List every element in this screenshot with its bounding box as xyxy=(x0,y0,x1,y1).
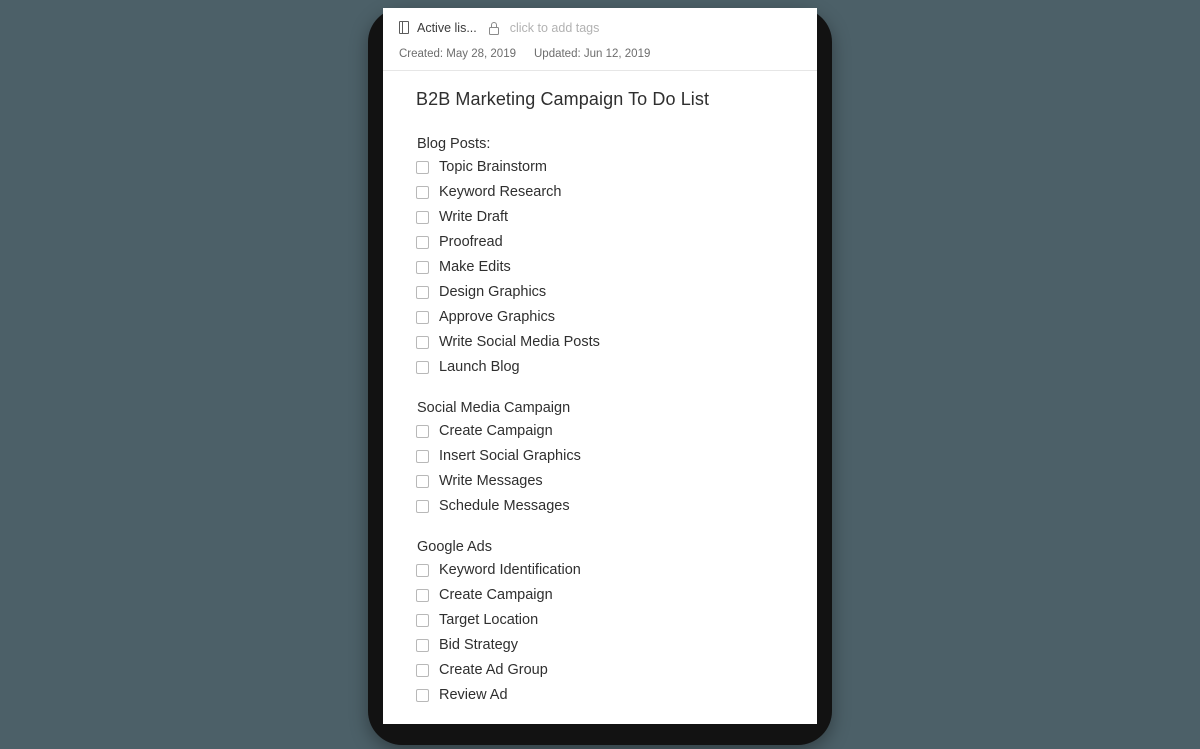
checkbox[interactable] xyxy=(416,261,429,274)
add-tags-input[interactable]: click to add tags xyxy=(509,21,600,35)
section-heading: Social Media Campaign xyxy=(417,400,571,416)
section-heading: Blog Posts: xyxy=(417,136,491,152)
list-item[interactable] xyxy=(416,305,787,330)
list-item[interactable] xyxy=(416,230,787,255)
list-item[interactable] xyxy=(416,180,787,205)
note-body[interactable] xyxy=(383,71,817,724)
todo-label: Launch Blog xyxy=(439,359,520,376)
created-date: Created: May 28, 2019 xyxy=(399,48,516,60)
checkbox[interactable] xyxy=(416,639,429,652)
note-icon xyxy=(399,21,411,35)
checkbox[interactable] xyxy=(416,450,429,463)
todo-label: Review Ad xyxy=(439,687,508,704)
todo-label: Keyword Identification xyxy=(439,562,581,579)
lock-icon[interactable] xyxy=(489,22,500,35)
list-item[interactable] xyxy=(416,205,787,230)
todo-label: Create Campaign xyxy=(439,423,553,440)
list-item[interactable] xyxy=(416,583,787,608)
checkbox[interactable] xyxy=(416,664,429,677)
list-item[interactable] xyxy=(416,469,787,494)
updated-date: Updated: Jun 12, 2019 xyxy=(534,48,651,60)
list-item[interactable] xyxy=(416,444,787,469)
todo-label: Proofread xyxy=(439,234,503,251)
note-meta-row xyxy=(383,48,817,71)
page-title: B2B Marketing Campaign To Do List xyxy=(416,89,710,109)
checkbox[interactable] xyxy=(416,336,429,349)
checkbox[interactable] xyxy=(416,689,429,702)
checkbox[interactable] xyxy=(416,500,429,513)
checkbox[interactable] xyxy=(416,564,429,577)
section-heading: Google Ads xyxy=(417,539,492,555)
checkbox[interactable] xyxy=(416,614,429,627)
todo-label: Design Graphics xyxy=(439,284,547,301)
list-item[interactable] xyxy=(416,683,787,708)
list-item[interactable] xyxy=(416,255,787,280)
checkbox[interactable] xyxy=(416,161,429,174)
checkbox[interactable] xyxy=(416,475,429,488)
list-item[interactable] xyxy=(416,558,787,583)
list-item[interactable] xyxy=(416,355,787,380)
todo-label: Bid Strategy xyxy=(439,637,518,654)
checkbox[interactable] xyxy=(416,186,429,199)
section-social-media-campaign xyxy=(416,400,787,519)
note-topbar xyxy=(383,8,817,48)
todo-label: Write Social Media Posts xyxy=(439,334,600,351)
notebook-name[interactable]: Active lis... xyxy=(417,21,477,35)
checkbox[interactable] xyxy=(416,211,429,224)
list-item[interactable] xyxy=(416,155,787,180)
list-item[interactable] xyxy=(416,658,787,683)
todo-label: Topic Brainstorm xyxy=(439,159,547,176)
todo-label: Write Draft xyxy=(439,209,509,226)
todo-label: Create Campaign xyxy=(439,587,553,604)
checkbox[interactable] xyxy=(416,589,429,602)
list-item[interactable] xyxy=(416,280,787,305)
list-item[interactable] xyxy=(416,633,787,658)
todo-label: Create Ad Group xyxy=(439,662,548,679)
checkbox[interactable] xyxy=(416,236,429,249)
section-google-ads xyxy=(416,539,787,708)
todo-label: Approve Graphics xyxy=(439,309,556,326)
list-item[interactable] xyxy=(416,330,787,355)
checkbox[interactable] xyxy=(416,361,429,374)
list-item[interactable] xyxy=(416,608,787,633)
todo-label: Schedule Messages xyxy=(439,498,570,515)
checkbox[interactable] xyxy=(416,311,429,324)
checkbox[interactable] xyxy=(416,425,429,438)
todo-label: Make Edits xyxy=(439,259,511,276)
checkbox[interactable] xyxy=(416,286,429,299)
todo-label: Keyword Research xyxy=(439,184,562,201)
list-item[interactable] xyxy=(416,419,787,444)
note-app-screen xyxy=(383,8,817,724)
todo-label: Insert Social Graphics xyxy=(439,448,581,465)
todo-label: Write Messages xyxy=(439,473,543,490)
section-blog-posts xyxy=(416,136,787,380)
list-item[interactable] xyxy=(416,494,787,519)
todo-label: Target Location xyxy=(439,612,539,629)
